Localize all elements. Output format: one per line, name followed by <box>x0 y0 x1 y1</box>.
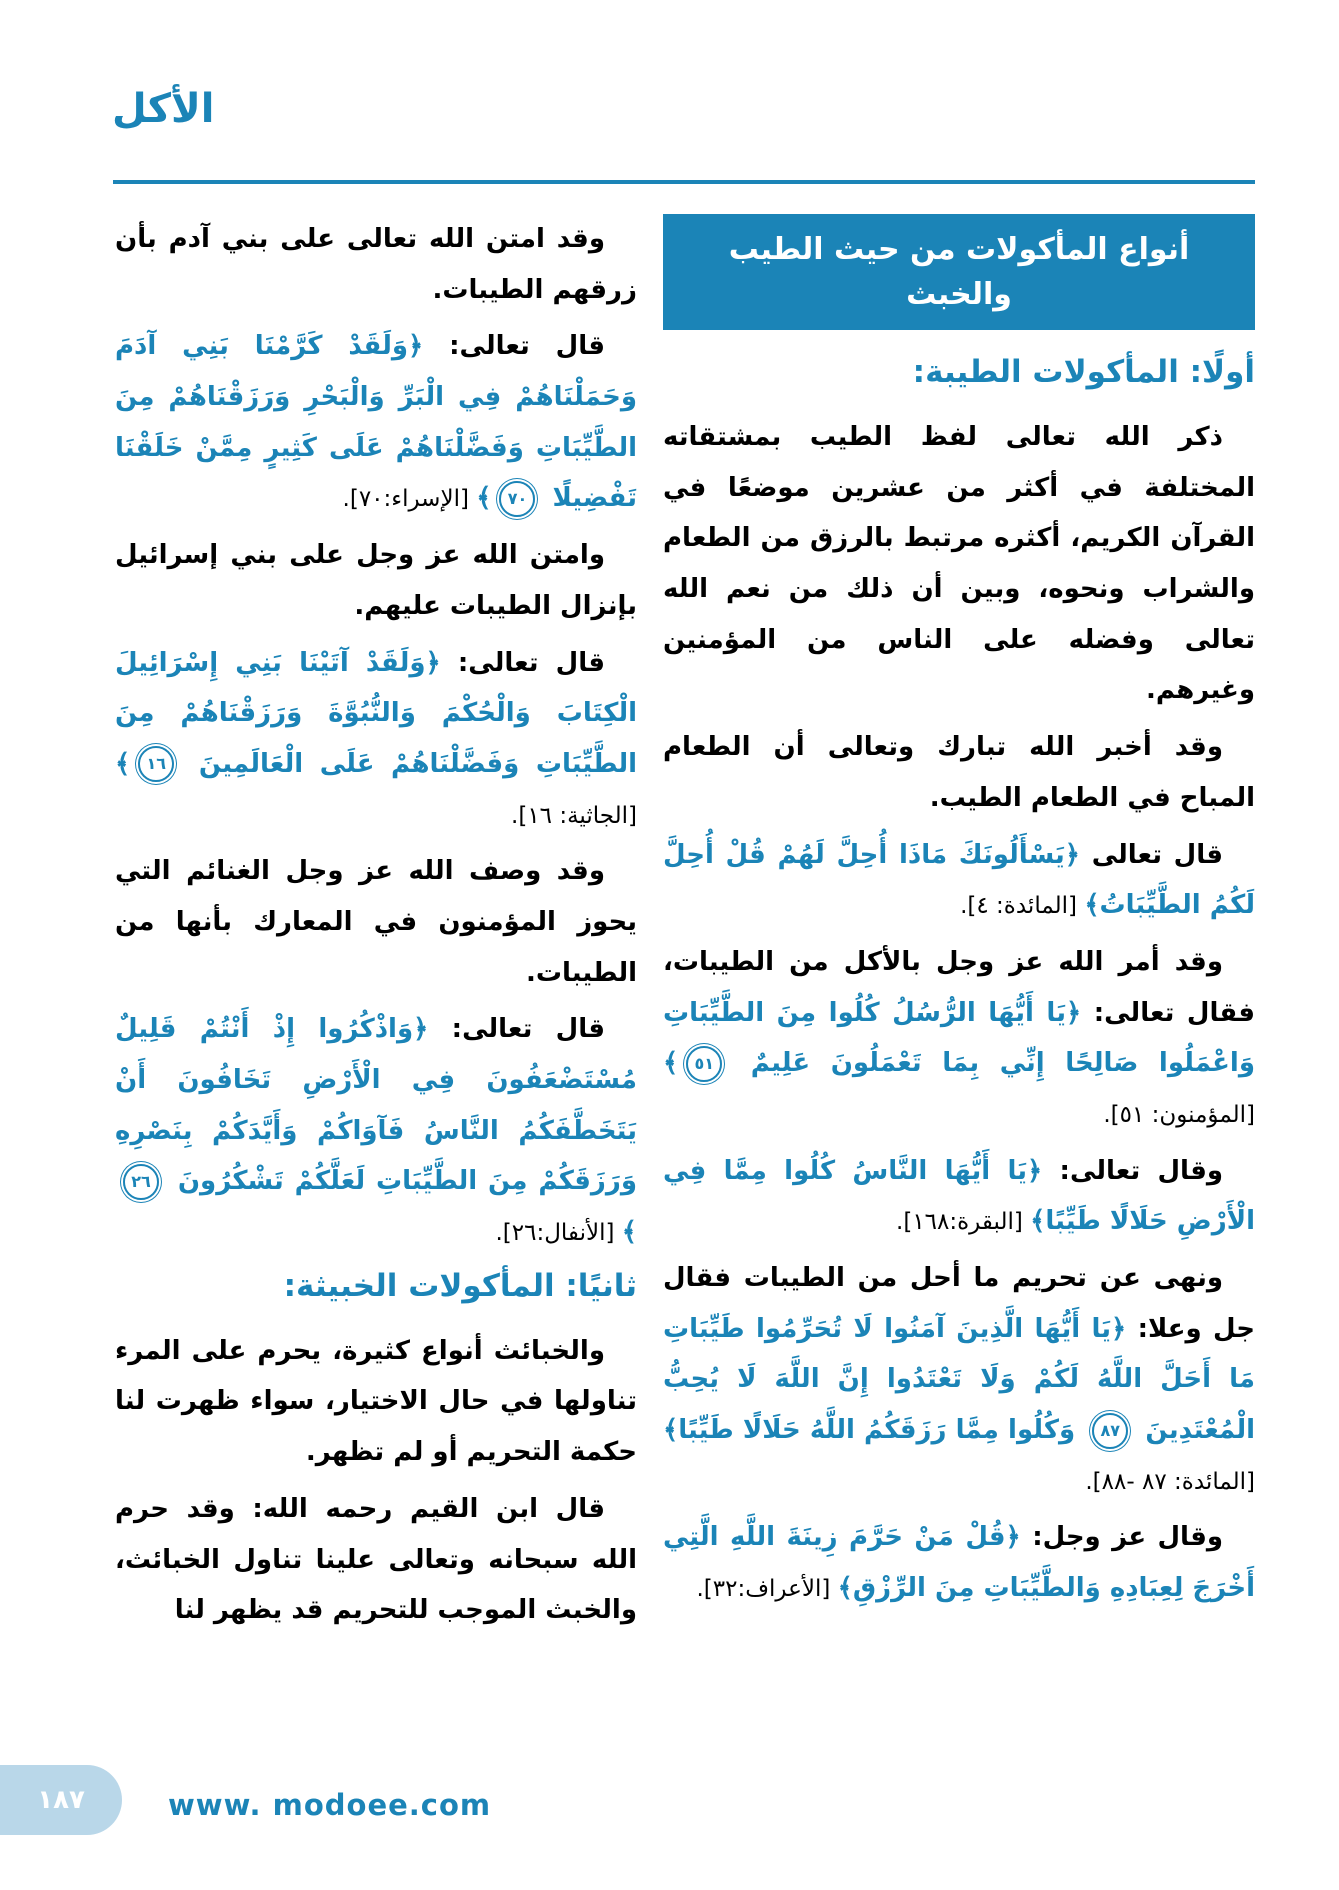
verse-reference: [المائدة: ٤]. <box>960 893 1085 920</box>
body-paragraph <box>115 321 637 524</box>
body-paragraph <box>663 722 1255 823</box>
body-text: والخبائث أنواع كثيرة، يحرم على المرء تناولها في حال الاختيار، سواء ظهرت لنا حكمة التحريم أو لم تظهر. <box>115 1335 637 1468</box>
body-paragraph <box>663 937 1255 1140</box>
quran-verse: ﴿يَا أَيُّهَا الَّذِينَ آمَنُوا لَا تُحَرِّمُوا طَيِّبَاتِ مَا أَحَلَّ اللَّهُ لَكُمْ وَلَا تَعْتَدُوا إِنَّ اللَّهَ لَا يُحِبُّ الْمُعْتَدِينَ <box>663 1313 1256 1446</box>
page-number: ١٨٧ <box>37 1785 85 1815</box>
quran-verse: ﴿وَلَقَدْ كَرَّمْنَا بَنِي آدَمَ وَحَمَلْنَاهُمْ فِي الْبَرِّ وَالْبَحْرِ وَرَزَقْنَاهُمْ مِنَ الطَّيِّبَاتِ وَفَضَّلْنَاهُمْ عَلَى كَثِيرٍ مِمَّنْ خَلَقْنَا تَفْضِيلًا <box>115 331 637 514</box>
body-paragraph <box>115 1004 637 1257</box>
body-text: قال تعالى: <box>428 1014 606 1045</box>
body-text: وقد أمر الله عز وجل بالأكل من الطيبات، فقال تعالى: <box>663 946 1255 1028</box>
column-right <box>663 214 1255 1620</box>
body-text: وقال تعالى: <box>1042 1155 1223 1186</box>
quran-verse: ﴿وَاذْكُرُوا إِذْ أَنْتُمْ قَلِيلٌ مُسْتَضْعَفُونَ فِي الْأَرْضِ تَخَافُونَ أَنْ يَتَخَطَّفَكُمُ النَّاسُ فَآوَاكُمْ وَأَيَّدَكُمْ بِنَصْرِهِ وَرَزَقَكُمْ مِنَ الطَّيِّبَاتِ لَعَلَّكُمْ تَشْكُرُونَ <box>115 1014 637 1197</box>
body-paragraph <box>663 1146 1255 1247</box>
body-paragraph <box>115 638 637 841</box>
quran-verse: ﴾ <box>476 483 492 514</box>
body-paragraph <box>663 830 1255 931</box>
quran-verse: ﴾ <box>663 1048 679 1079</box>
body-text: ذكر الله تعالى لفظ الطيب بمشتقاته المختلفة في أكثر من عشرين موضعًا في القرآن الكريم، أكثره مرتبط بالرزق من الطعام والشراب ونحوه، وبين أن ذلك من نعم الله تعالى وفضله على الناس من المؤمنين وغيرهم. <box>663 422 1255 706</box>
quran-verse: ﴿يَا أَيُّهَا الرُّسُلُ كُلُوا مِنَ الطَّيِّبَاتِ وَاعْمَلُوا صَالِحًا إِنِّي بِمَا تَعْمَلُونَ عَلِيمٌ <box>663 997 1255 1079</box>
ayah-end-marker: ٧٠ <box>499 481 535 517</box>
verse-reference: [المائدة: ٨٧ -٨٨]. <box>1085 1468 1255 1495</box>
website-link[interactable]: www. modoee.com <box>168 1788 492 1822</box>
body-paragraph <box>115 1326 637 1478</box>
quran-verse: ﴾ <box>621 1217 637 1248</box>
quran-verse: ﴿وَلَقَدْ آتَيْنَا بَنِي إِسْرَائِيلَ الْكِتَابَ وَالْحُكْمَ وَالنُّبُوَّةَ وَرَزَقْنَاهُمْ مِنَ الطَّيِّبَاتِ وَفَضَّلْنَاهُمْ عَلَى الْعَالَمِينَ <box>115 647 637 779</box>
body-paragraph <box>663 1512 1255 1613</box>
section-banner: أنواع المأكولات من حيث الطيب والخبث <box>663 214 1255 330</box>
body-text: وقد أخبر الله تبارك وتعالى أن الطعام المباح في الطعام الطيب. <box>663 732 1255 813</box>
body-text: قال ابن القيم رحمه الله: وقد حرم الله سبحانه وتعالى علينا تناول الخبائث، والخبث الموجب للتحريم قد يظهر لنا <box>115 1493 637 1626</box>
ayah-end-marker: ١٦ <box>138 746 174 782</box>
verse-reference: [المؤمنون: ٥١]. <box>1103 1101 1255 1128</box>
body-paragraph <box>115 214 637 315</box>
main-content <box>115 214 1255 1642</box>
ayah-end-marker: ٥١ <box>686 1046 722 1082</box>
body-text: ونهى عن تحريم ما أحل من الطيبات فقال جل وعلا: <box>663 1263 1256 1344</box>
subheading: ثانيًا: المأكولات الخبيثة: <box>283 1267 637 1304</box>
body-text: قال تعالى <box>1080 839 1224 870</box>
verse-reference: [الإسراء:٧٠]. <box>342 486 477 513</box>
body-paragraph <box>115 530 637 631</box>
verse-reference: [الأعراف:٣٢]. <box>696 1576 838 1603</box>
body-text: وامتن الله عز وجل على بني إسرائيل بإنزال الطيبات عليهم. <box>115 540 637 621</box>
verse-reference: [الأنفال:٢٦]. <box>495 1220 622 1247</box>
page-header <box>112 86 1255 132</box>
body-paragraph <box>663 412 1255 716</box>
ayah-end-marker: ٢٦ <box>123 1164 159 1200</box>
verse-reference: [البقرة:١٦٨]. <box>896 1209 1031 1236</box>
ayah-end-marker: ٨٧ <box>1092 1413 1128 1449</box>
page-title: الأكل <box>112 86 215 132</box>
body-paragraph <box>115 846 637 998</box>
quran-verse: ﴿قُلْ مَنْ حَرَّمَ زِينَةَ اللَّهِ الَّتِي أَخْرَجَ لِعِبَادِهِ وَالطَّيِّبَاتِ مِنَ الرِّزْقِ﴾ <box>663 1522 1255 1604</box>
quran-verse: ﴿يَا أَيُّهَا النَّاسُ كُلُوا مِمَّا فِي الْأَرْضِ حَلَالًا طَيِّبًا﴾ <box>663 1155 1255 1237</box>
body-text: وقد امتن الله تعالى على بني آدم بأن زرقهم الطيبات. <box>115 224 637 305</box>
column-left <box>115 214 637 1642</box>
body-text: وقد وصف الله عز وجل الغنائم التي يحوز المؤمنون في المعارك بأنها من الطيبات. <box>115 856 637 988</box>
quran-verse: ﴿يَسْأَلُونَكَ مَاذَا أُحِلَّ لَهُمْ قُلْ أُحِلَّ لَكُمُ الطَّيِّبَاتُ﴾ <box>663 839 1255 921</box>
page-number-pill <box>0 1765 122 1835</box>
body-paragraph <box>663 1253 1255 1506</box>
quran-verse: وَكُلُوا مِمَّا رَزَقَكُمُ اللَّهُ حَلَالًا طَيِّبًا﴾ <box>663 1415 1085 1446</box>
body-text: وقال عز وجل: <box>1020 1522 1223 1553</box>
subheading: أولًا: المأكولات الطيبة: <box>912 354 1255 390</box>
verse-reference: [الجاثية: ١٦]. <box>511 802 637 829</box>
header-rule-divider <box>113 180 1255 184</box>
quran-verse: ﴾ <box>115 748 131 779</box>
body-paragraph <box>115 1484 637 1636</box>
body-text: قال تعالى: <box>440 647 605 678</box>
body-text: قال تعالى: <box>423 331 605 362</box>
